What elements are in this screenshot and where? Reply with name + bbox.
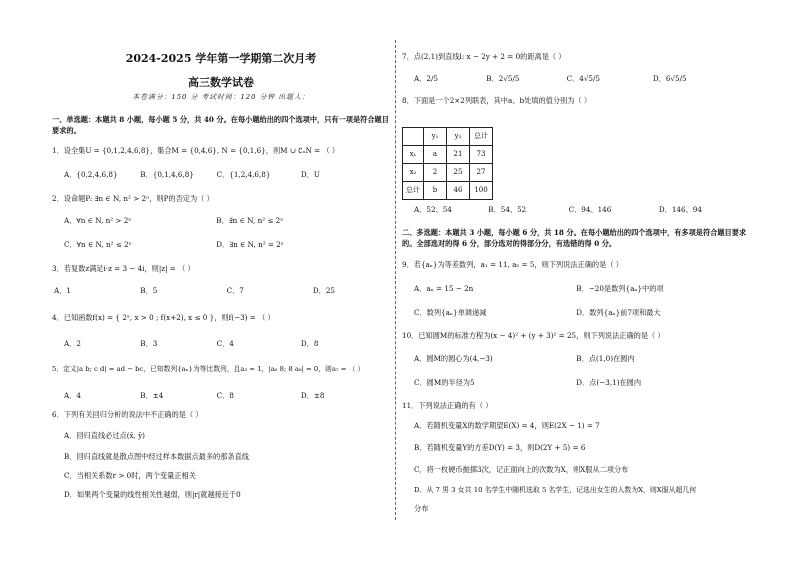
table-row: [403, 182, 493, 200]
question-1-options: [64, 170, 320, 179]
option-d: D．146、94: [658, 205, 702, 214]
exam-title: 2024-2025 学年第一学期第二次月考: [125, 52, 317, 65]
table-cell: x₂: [403, 164, 424, 182]
section-multiple-choice: 二、多选题：本题共 3 小题，每小题 6 分，共 18 分。在每小题给出的四个选项中，有多项是符合题目要求的。全部选对的得 6 分，部分选对的得部分分，有选错的得 0 分。: [402, 228, 747, 248]
question-2-options-row2: [64, 240, 284, 249]
question-9-options-row2: [414, 308, 661, 317]
question-11-option-c: C．将一枚硬币抛掷3次，记正面向上的次数为X，则X服从二项分布: [414, 465, 629, 474]
question-5-options: [64, 391, 324, 400]
question-3: 3．若复数z满足i·z = 3 − 4i，则|z| = （ ）: [52, 264, 195, 273]
exam-subtitle: 高三数学试卷: [188, 76, 254, 89]
question-7-options: [414, 74, 687, 83]
option-c: C．8: [216, 391, 234, 400]
question-6-option-a: A．回归直线必过点(x̄, ȳ): [64, 431, 145, 440]
option-a: A．圆M的圆心为(4,−3): [414, 354, 493, 363]
right-column: [402, 0, 748, 561]
option-a: A．1: [54, 286, 71, 295]
question-10-options-row2: [414, 378, 641, 387]
option-a: A．2/5: [414, 74, 438, 83]
option-d: D．点(−3,1)在圆内: [576, 378, 642, 387]
option-d: D．8: [300, 339, 319, 348]
option-d: D．6√5/5: [652, 74, 687, 83]
column-divider: [395, 40, 396, 520]
question-11-option-d-cont: 分布: [414, 504, 429, 513]
table-cell: y₁: [424, 128, 447, 146]
question-6: 6．下列有关回归分析的说法中不正确的是（ ）: [52, 410, 203, 419]
option-d: D．±8: [300, 391, 325, 400]
left-column: [52, 0, 390, 561]
table-cell: 27: [470, 164, 493, 182]
table-cell: 46: [447, 182, 470, 200]
option-b: B．54、52: [488, 205, 527, 214]
table-cell: 73: [470, 146, 493, 164]
question-4-options: [64, 339, 318, 348]
question-2: 2．设命题P: ∃n ∈ N, n² > 2ⁿ，则P的否定为（ ）: [52, 194, 214, 203]
option-b: B．±4: [140, 391, 164, 400]
option-d: D．25: [312, 286, 335, 295]
question-8-options: [414, 205, 702, 214]
table-cell: b: [424, 182, 447, 200]
question-9-options-row1: [414, 284, 664, 293]
table-cell: x₁: [403, 146, 424, 164]
option-c: C．94、146: [568, 205, 612, 214]
option-a: A．aₙ = 15 − 2n: [414, 284, 474, 293]
option-b: B．−20是数列{aₙ}中的项: [576, 284, 664, 293]
question-8: 8．下面是一个2×2列联表，其中a、b处填的值分别为（ ）: [402, 96, 592, 105]
option-a: A．52、54: [414, 205, 452, 214]
option-c: C．4: [216, 339, 234, 348]
table-cell: 总计: [470, 128, 493, 146]
option-c: C．4√5/5: [566, 74, 601, 83]
question-1: 1．设全集U = {0,1,2,4,6,8}，集合M = {0,4,6}, N = {0,1,6}，则M ∪ ∁ᵤN = （ ）: [52, 146, 340, 155]
question-10: 10．已知圆M的标准方程为(x − 4)² + (y + 3)² = 25，则下列说法正确的是（ ）: [402, 331, 665, 340]
section-single-choice: 一、单选题：本题共 8 小题，每小题 5 分，共 40 分。在每小题给出的四个选项中，只有一项是符合题目要求的。: [52, 115, 389, 135]
option-d: D．数列{aₙ}前7项和最大: [576, 308, 661, 317]
question-10-options-row1: [414, 354, 635, 363]
option-a: A．{0,2,4,6,8}: [64, 170, 118, 179]
option-c: C．7: [226, 286, 244, 295]
table-cell: 总计: [403, 182, 424, 200]
question-3-options: [54, 286, 335, 295]
question-6-option-b: B．回归直线就是散点图中经过样本数据点最多的那条直线: [64, 452, 249, 461]
option-b: B．{0,1,4,6,8}: [140, 170, 194, 179]
table-cell: [403, 128, 424, 146]
exam-info: 本卷满分：150 分 考试时间：120 分钟 出题人：: [132, 93, 310, 101]
option-b: B．5: [140, 286, 158, 295]
option-b: B．3: [140, 339, 158, 348]
option-b: B．点(1,0)在圆内: [576, 354, 635, 363]
question-6-option-d: D．如果两个变量的线性相关性越弱，则|r|就越接近于0: [64, 490, 241, 499]
contingency-table: [402, 127, 493, 200]
table-cell: 25: [447, 164, 470, 182]
option-a: A．4: [64, 391, 81, 400]
table-row: [403, 146, 493, 164]
table-row: [403, 164, 493, 182]
table-cell: 21: [447, 146, 470, 164]
table-cell: 100: [470, 182, 493, 200]
question-11: 11．下列说法正确的有（ ）: [402, 401, 493, 410]
question-7: 7．点(2,1)到直线l: x − 2y + 2 = 0的距离是（ ）: [402, 52, 566, 61]
table-row: [403, 128, 493, 146]
option-d: D．∃n ∈ N, n² = 2ⁿ: [216, 240, 284, 249]
option-a: A．∀n ∈ N, n² > 2ⁿ: [64, 216, 132, 225]
question-11-option-b: B．若随机变量Y的方差D(Y) = 3，则D(2Y + 5) = 6: [414, 443, 586, 452]
option-a: A．2: [64, 339, 81, 348]
question-2-options-row1: [64, 216, 283, 225]
option-c: C．数列{aₙ}单调递减: [414, 308, 487, 317]
table-cell: 2: [424, 164, 447, 182]
question-9: 9．若{aₙ}为等差数列，a₁ = 11, a₅ = 5，则下列说法正确的是（ ）: [402, 260, 623, 269]
question-4: 4．已知函数f(x) = { 2ˣ, x > 0 ; f(x+2), x ≤ 0 }，则f(−3) = （ ）: [52, 313, 275, 322]
option-b: B．2√5/5: [486, 74, 520, 83]
table-cell: a: [424, 146, 447, 164]
option-c: C．{1,2,4,6,8}: [216, 170, 271, 179]
question-11-option-d: D．从 7 男 3 女共 10 名学生中随机选取 5 名学生，记选出女生的人数为X，则X服从超几何: [414, 486, 697, 494]
question-5: 5．定义|a b; c d| = ad − bc，已知数列{aₙ}为等比数列，且a₃ = 1，|a₆ 8; 8 a₈| = 0，则a₇ = （ ）: [52, 365, 365, 373]
question-11-option-a: A．若随机变量X的数学期望E(X) = 4，则E(2X − 1) = 7: [414, 421, 600, 430]
option-b: B．∃n ∈ N, n² ≤ 2ⁿ: [216, 216, 284, 225]
table-cell: y₂: [447, 128, 470, 146]
option-d: D．U: [300, 170, 320, 179]
option-c: C．∀n ∈ N, n² ≤ 2ⁿ: [64, 240, 132, 249]
option-c: C．圆M的半径为5: [414, 378, 475, 387]
question-6-option-c: C．当相关系数r > 0时，两个变量正相关: [64, 471, 196, 480]
